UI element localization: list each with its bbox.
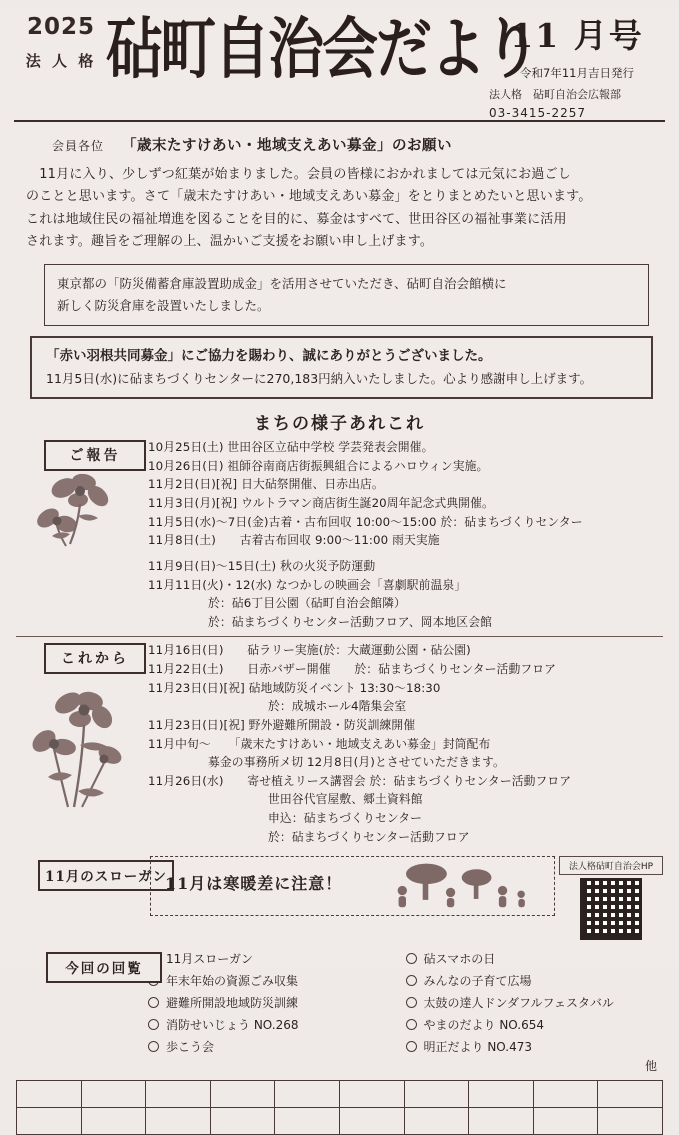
greeting-line: のことと思います。さて「歳末たすけあい・地域支えあい募金」をとりまとめたいと思います。 — [26, 189, 592, 205]
signature-grid — [16, 1080, 663, 1135]
list-item — [148, 994, 406, 1011]
grid-cell[interactable] — [275, 1081, 340, 1108]
notice-line: 東京都の「防災備蓄倉庫設置助成金」を活用させていただき、砧町自治会館横に — [57, 276, 507, 292]
list-item — [406, 994, 664, 1011]
publisher-name: 法人格 砧町自治会広報部 — [489, 88, 621, 101]
grid-cell[interactable] — [82, 1108, 147, 1135]
upcoming-entries — [148, 639, 663, 846]
list-item — [406, 1038, 664, 1055]
bullet-circle-icon — [406, 1041, 417, 1052]
notice-donation-box — [30, 336, 653, 399]
bullet-circle-icon — [148, 1041, 159, 1052]
kairan-item-label: 避難所開設地域防災訓練 — [166, 996, 299, 1011]
list-item — [406, 950, 664, 967]
upcoming-label-col — [16, 639, 148, 846]
report-note: 於：砧6丁目公園（砧町自治会館隣） — [208, 596, 406, 611]
report-entry: 11月11日(火)・12(水) なつかしの映画会「喜劇駅前温泉」 — [148, 577, 467, 592]
upcoming-entry: 11月22日(土) 日赤バザー開催 於：砧まちづくりセンター活動フロア — [148, 662, 557, 676]
upcoming-entry: 11月26日(水) 寄せ植えリース講習会 於：砧まちづくりセンター活動フロア — [148, 773, 572, 788]
greeting-line: 11月に入り、少しずつ紅葉が始まりました。会員の皆様におかれましては元気にお過ごし — [26, 167, 571, 182]
upcoming-tag: これから — [44, 643, 146, 674]
kairan-item-label: 太鼓の達人ドンダフルフェスタバル — [423, 996, 614, 1011]
list-item — [406, 1016, 664, 1033]
bullet-circle-icon — [406, 1019, 417, 1030]
newsletter-page — [0, 8, 679, 1074]
masthead-right — [489, 10, 665, 120]
corporate-label: 法 人 格 — [25, 52, 97, 70]
upcoming-note: 募金の事務所メ切 12月8日(月)とさせていただきます。 — [208, 755, 505, 770]
grid-cell[interactable] — [340, 1081, 405, 1108]
grid-cell[interactable] — [146, 1081, 211, 1108]
report-entry: 10月26日(日) 祖師谷南商店街振興組合によるハロウィン実施。 — [148, 458, 489, 473]
upcoming-entry: 11月中旬〜 「歳末たすけあい・地域支えあい募金」封筒配布 — [148, 736, 491, 751]
grid-cell[interactable] — [82, 1081, 147, 1108]
upcoming-block — [16, 639, 663, 846]
slogan-tag: 11月のスローガン — [38, 860, 174, 891]
slogan-box — [150, 856, 555, 916]
report-entry: 11月5日(水)〜7日(金)古着・古布回収 10:00〜15:00 於：砧まちづくりセンター — [148, 514, 583, 529]
slogan-label-col — [16, 856, 168, 891]
notice-line: 新しく防災倉庫を設置いたしました。 — [57, 297, 270, 313]
upcoming-note: 世田谷代官屋敷、郷土資料館 — [268, 792, 423, 807]
greeting-body — [26, 164, 653, 253]
kairan-item-label: 年末年始の資源ごみ収集 — [166, 974, 299, 989]
bullet-circle-icon — [148, 997, 159, 1008]
report-entry: 11月8日(土) 古着古布回収 9:00〜11:00 雨天実施 — [148, 533, 440, 548]
kairan-item-label: 明正だより NO.473 — [423, 1040, 532, 1055]
slogan-row — [16, 856, 663, 940]
grid-cell[interactable] — [534, 1081, 599, 1108]
grid-cell[interactable] — [598, 1081, 663, 1108]
spacer — [148, 550, 663, 557]
report-label-col — [16, 436, 148, 631]
kairan-label-col — [16, 948, 148, 1055]
list-item — [148, 972, 406, 989]
bullet-circle-icon — [148, 1019, 159, 1030]
grid-cell[interactable] — [211, 1108, 276, 1135]
report-note: 於：砧まちづくりセンター活動フロア、岡本地区会館 — [208, 614, 492, 629]
qr-code[interactable] — [580, 878, 642, 940]
kairan-item-label: 砧スマホの日 — [423, 952, 496, 967]
upcoming-note: 於：砧まちづくりセンター活動フロア — [268, 829, 470, 844]
addressee-label: 会員各位 — [52, 139, 105, 153]
kairan-item-label: みんなの子育て広場 — [423, 974, 532, 989]
publish-date: 令和7年11月吉日発行 — [520, 66, 634, 80]
list-item — [148, 1016, 406, 1033]
issue-year: 2025 — [26, 14, 95, 40]
greeting-headline: 「歳末たすけあい・地域支えあい募金」のお願い — [122, 138, 452, 154]
report-entry: 10月25日(土) 世田谷区立砧中学校 学芸発表会開催。 — [148, 440, 434, 455]
kairan-item-label: やまのだより NO.654 — [423, 1018, 544, 1033]
bullet-circle-icon — [406, 997, 417, 1008]
greeting-line: されます。趣旨をご理解の上、温かいご支援をお願い申し上げます。 — [26, 234, 434, 250]
flower-decoration-icon — [26, 466, 146, 552]
grid-cell[interactable] — [17, 1108, 82, 1135]
grid-cell[interactable] — [146, 1108, 211, 1135]
slogan-text: 11月は寒暖差に注意！ — [165, 874, 343, 894]
notice-line: 「赤い羽根共同募金」にご協力を賜わり、誠にありがとうございました。 — [46, 347, 492, 364]
kairan-item-label: 11月スローガン — [166, 952, 254, 967]
masthead-left — [18, 14, 104, 71]
grid-cell[interactable] — [598, 1108, 663, 1135]
grid-cell[interactable] — [405, 1081, 470, 1108]
grid-cell[interactable] — [469, 1108, 534, 1135]
list-item — [406, 972, 664, 989]
report-entry: 11月3日(月)[祝] ウルトラマン商店街生誕20周年記念式典開催。 — [148, 496, 494, 510]
greeting-line: これは地域住民の福祉増進を図ることを目的に、募金はすべて、世田谷区の福祉事業に活用 — [26, 211, 567, 227]
grid-cell[interactable] — [405, 1108, 470, 1135]
divider — [16, 636, 663, 637]
publisher-phone: 03-3415-2257 — [489, 106, 587, 120]
list-item — [148, 1038, 406, 1055]
tree-and-people-decoration-icon — [368, 859, 548, 911]
publication-title: 砧町自治会だより — [106, 10, 538, 89]
grid-cell[interactable] — [534, 1108, 599, 1135]
report-tag: ご報告 — [44, 440, 146, 471]
section-title: まちの様子あれこれ — [254, 414, 425, 435]
upcoming-note: 申込：砧まちづくりセンター — [268, 811, 423, 825]
kairan-item-label: 歩こう会 — [166, 1040, 215, 1055]
kairan-list — [148, 948, 663, 1055]
qr-area — [559, 856, 663, 940]
masthead — [14, 8, 665, 122]
greeting-header — [18, 134, 661, 155]
grid-cell[interactable] — [469, 1081, 534, 1108]
issue-number: 11 月号 — [510, 16, 644, 55]
bullet-circle-icon — [406, 975, 417, 986]
upcoming-entry: 11月16日(日) 砧ラリー実施(於：大蔵運動公園・砧公園) — [148, 643, 471, 658]
bullet-circle-icon — [406, 953, 417, 964]
kairan-other-label: 他 — [644, 1059, 657, 1074]
grid-cell[interactable] — [17, 1081, 82, 1108]
report-entry: 11月9日(日)〜15日(土) 秋の火災予防運動 — [148, 558, 376, 573]
notice-storage-box — [44, 264, 649, 326]
kairan-item-label: 消防せいじょう NO.268 — [166, 1018, 299, 1033]
upcoming-entry: 11月23日(日)[祝] 砧地域防災イベント 13:30〜18:30 — [148, 680, 441, 695]
report-entries — [148, 436, 663, 631]
cosmos-flower-decoration-icon — [24, 683, 148, 813]
grid-cell[interactable] — [211, 1081, 276, 1108]
grid-cell[interactable] — [275, 1108, 340, 1135]
grid-cell[interactable] — [340, 1108, 405, 1135]
qr-caption: 法人格砧町自治会HP — [559, 856, 663, 875]
kairan-row — [16, 948, 663, 1055]
report-block — [16, 436, 663, 631]
notice-line: 11月5日(水)に砧まちづくりセンターに270,183円納入いたしました。心より感謝申し上げます。 — [46, 370, 593, 386]
list-item — [148, 950, 406, 967]
kairan-tag: 今回の回覧 — [46, 952, 162, 983]
upcoming-entry: 11月23日(日)[祝] 野外避難所開設・防災訓練開催 — [148, 717, 416, 732]
upcoming-note: 於：成城ホール4階集会室 — [268, 699, 407, 714]
report-entry: 11月2日(日)[祝] 日大砧祭開催、日赤出店。 — [148, 477, 384, 492]
